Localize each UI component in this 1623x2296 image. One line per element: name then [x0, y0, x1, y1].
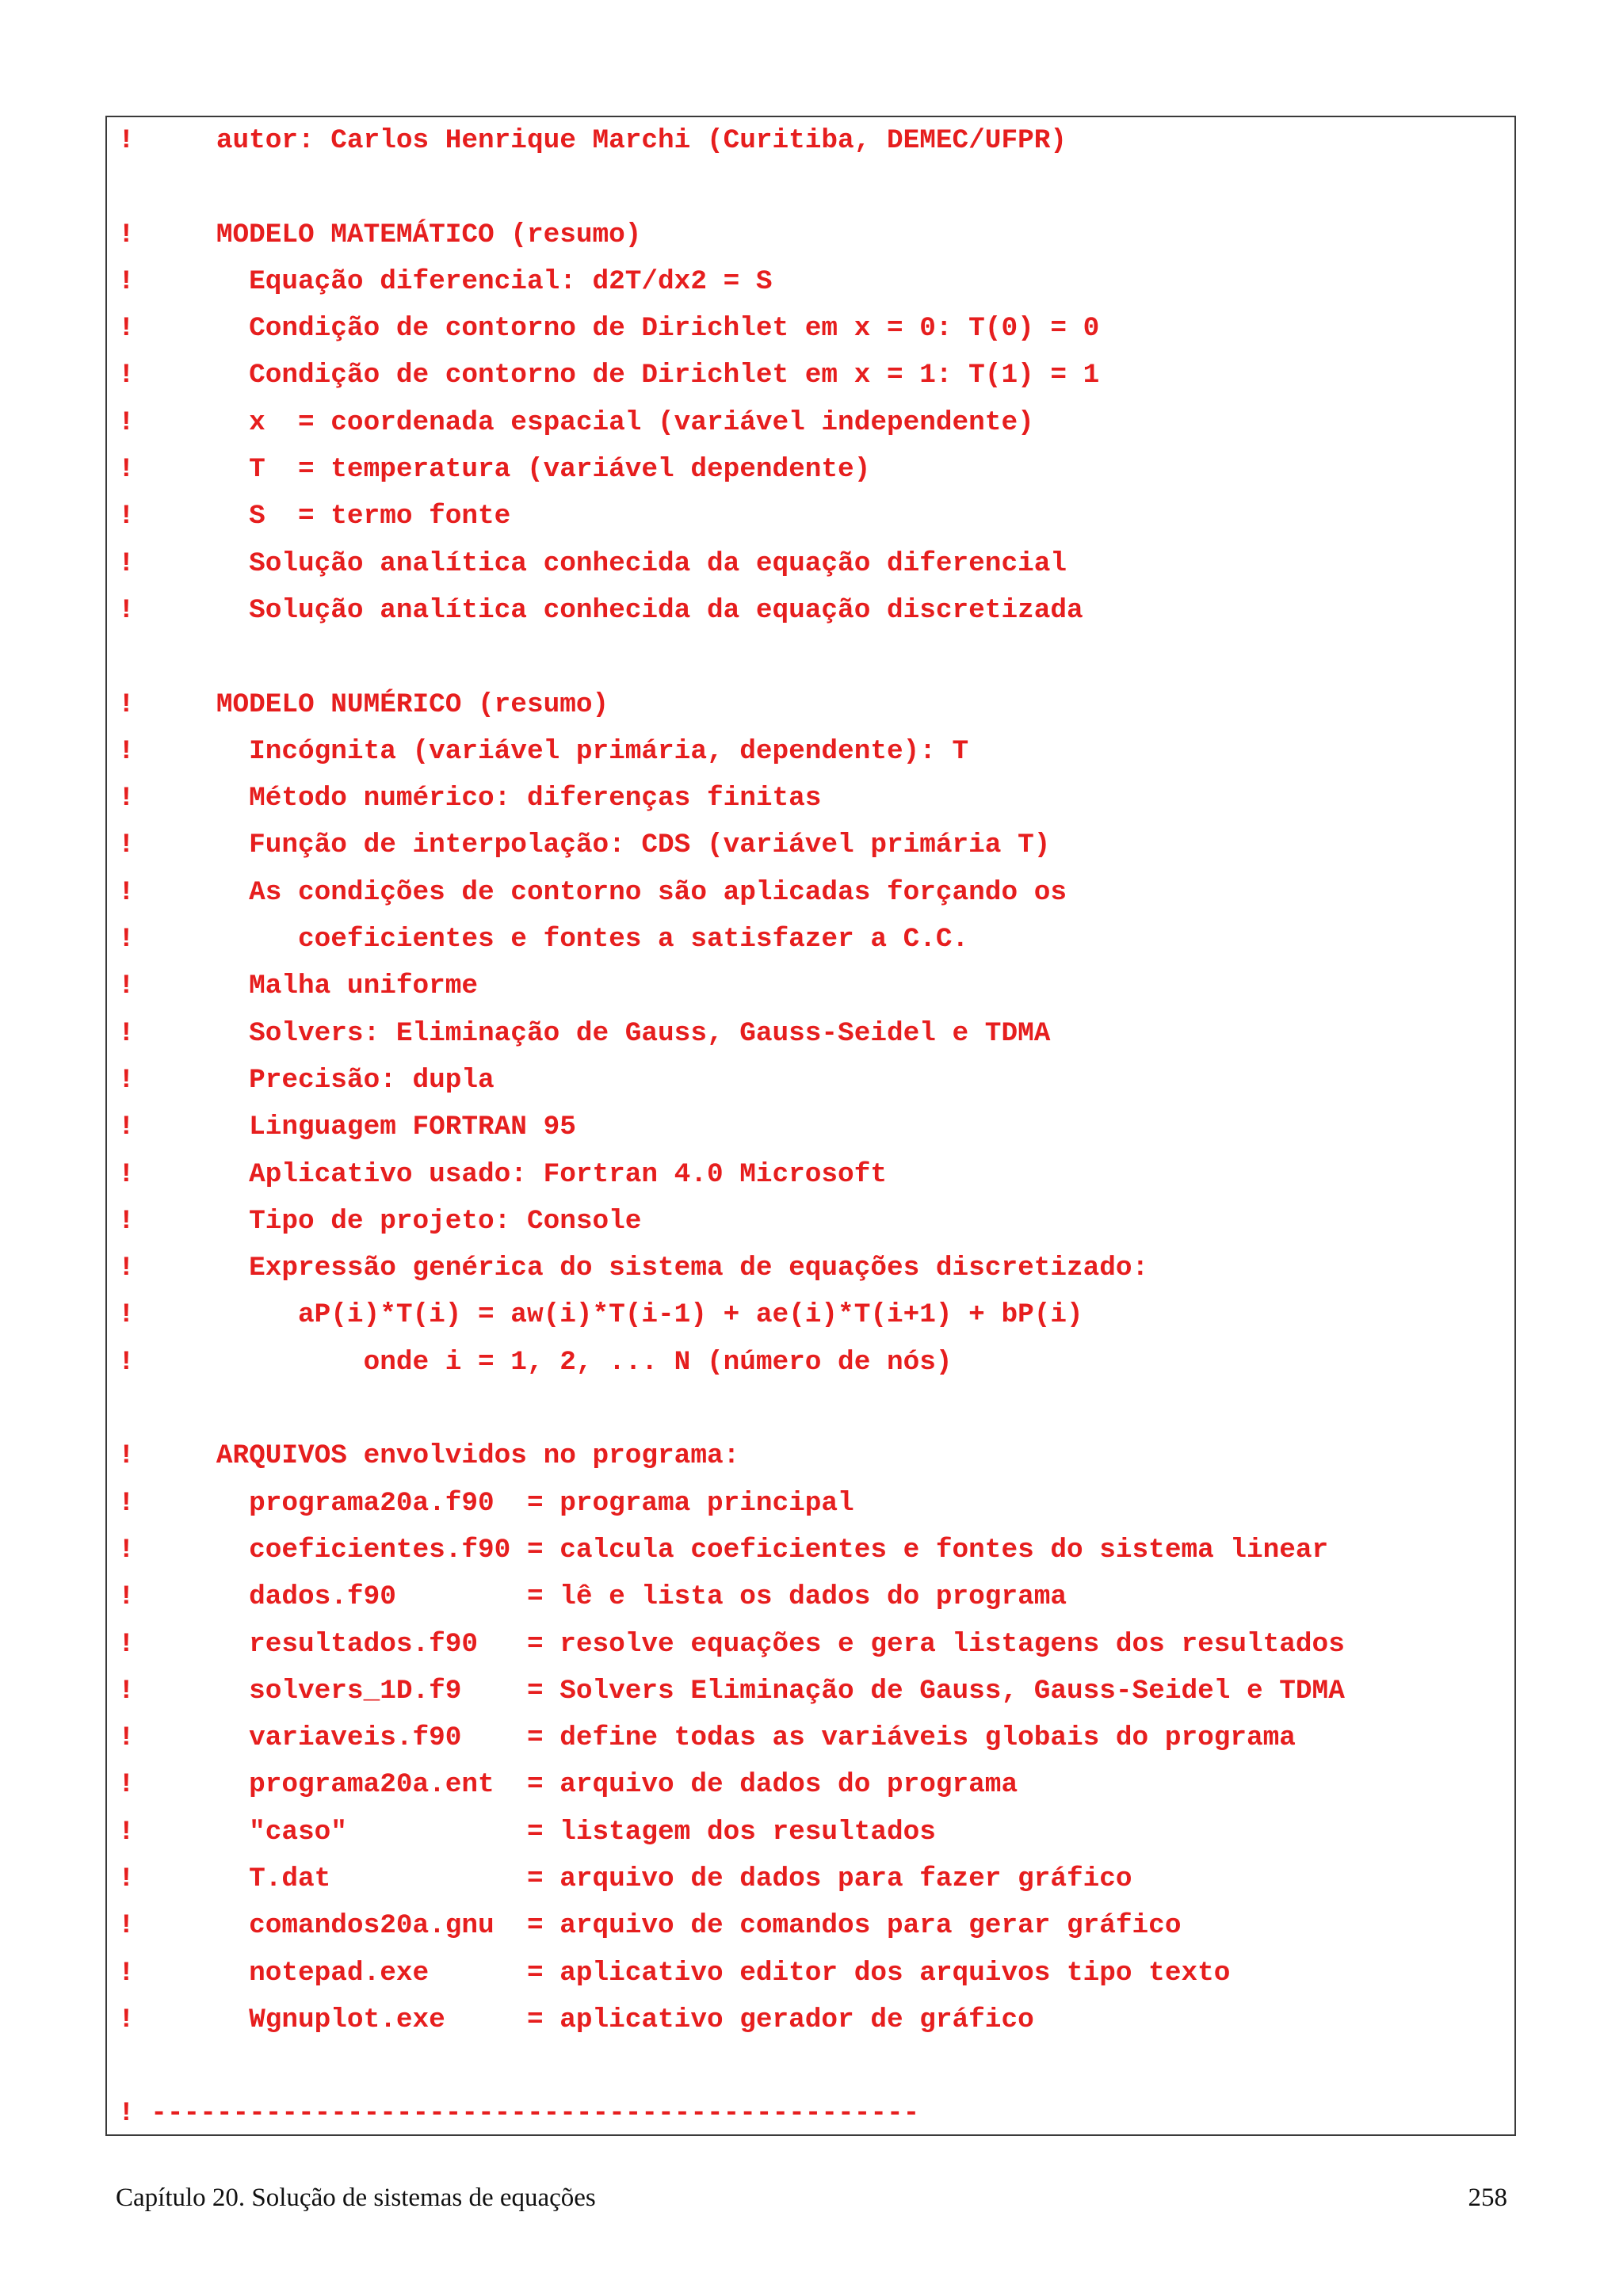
code-line: ! "caso" = listagem dos resultados [118, 1816, 936, 1848]
code-line: ! T = temperatura (variável dependente) [118, 454, 871, 486]
code-line: ! MODELO MATEMÁTICO (resumo) [118, 219, 642, 250]
code-line: ! Equação diferencial: d2T/dx2 = S [118, 265, 773, 297]
blank-code-line [118, 164, 1345, 211]
code-line: ! ----------------------------------------------- [118, 2098, 920, 2130]
code-line: ! MODELO NUMÉRICO (resumo) [118, 688, 609, 720]
code-line: ! T.dat = arquivo de dados para fazer gráfico [118, 1863, 1132, 1894]
code-line: ! Malha uniforme [118, 971, 479, 1002]
code-line: ! aP(i)*T(i) = aw(i)*T(i-1) + ae(i)*T(i+1) + bP(i) [118, 1299, 1083, 1331]
code-line: ! coeficientes e fontes a satisfazer a C.C. [118, 924, 969, 955]
code-line: ! x = coordenada espacial (variável independente) [118, 406, 1034, 438]
blank-code-line [118, 634, 1345, 681]
blank-code-line [118, 2043, 1345, 2090]
code-line: ! Incógnita (variável primária, dependente): T [118, 735, 969, 767]
code-line: ! notepad.exe = aplicativo editor dos arquivos tipo texto [118, 1957, 1231, 1989]
code-listing [118, 117, 1345, 2138]
code-line: ! Condição de contorno de Dirichlet em x = 1: T(1) = 1 [118, 360, 1100, 391]
code-line: ! S = termo fonte [118, 501, 511, 532]
code-line: ! autor: Carlos Henrique Marchi (Curitiba, DEMEC/UFPR) [118, 125, 1067, 156]
code-line: ! Solvers: Eliminação de Gauss, Gauss-Seidel e TDMA [118, 1017, 1051, 1049]
code-line: ! ARQUIVOS envolvidos no programa: [118, 1440, 740, 1472]
code-line: ! programa20a.ent = arquivo de dados do programa [118, 1769, 1018, 1801]
code-line: ! Linguagem FORTRAN 95 [118, 1112, 576, 1143]
code-line: ! Wgnuplot.exe = aplicativo gerador de gráfico [118, 2004, 1034, 2035]
code-line: ! Precisão: dupla [118, 1064, 495, 1096]
code-line: ! dados.f90 = lê e lista os dados do programa [118, 1581, 1067, 1613]
code-line: ! Função de interpolação: CDS (variável primária T) [118, 830, 1051, 861]
code-line: ! variaveis.f90 = define todas as variáveis globais do programa [118, 1722, 1296, 1754]
code-line: ! solvers_1D.f9 = Solvers Eliminação de Gauss, Gauss-Seidel e TDMA [118, 1675, 1345, 1707]
code-line: ! Solução analítica conhecida da equação discretizada [118, 594, 1083, 626]
page-number: 258 [1468, 2183, 1507, 2212]
code-line: ! programa20a.f90 = programa principal [118, 1487, 854, 1519]
code-line: ! Condição de contorno de Dirichlet em x = 0: T(0) = 0 [118, 313, 1100, 345]
code-line: ! Expressão genérica do sistema de equações discretizado: [118, 1253, 1149, 1284]
code-listing-box [105, 116, 1516, 2136]
code-line: ! Tipo de projeto: Console [118, 1205, 642, 1237]
code-line: ! As condições de contorno são aplicadas forçando os [118, 876, 1067, 908]
code-line: ! Método numérico: diferenças finitas [118, 783, 822, 814]
code-line: ! resultados.f90 = resolve equações e gera listagens dos resultados [118, 1628, 1345, 1660]
code-line: ! Solução analítica conhecida da equação diferencial [118, 547, 1067, 579]
code-line: ! Aplicativo usado: Fortran 4.0 Microsoft [118, 1158, 887, 1190]
blank-code-line [118, 1386, 1345, 1432]
page-footer [116, 2183, 1507, 2222]
code-line: ! comandos20a.gnu = arquivo de comandos para gerar gráfico [118, 1910, 1182, 1942]
chapter-title: Capítulo 20. Solução de sistemas de equações [116, 2183, 596, 2212]
code-line: ! onde i = 1, 2, ... N (número de nós) [118, 1346, 953, 1378]
code-line: ! coeficientes.f90 = calcula coeficientes e fontes do sistema linear [118, 1534, 1329, 1566]
